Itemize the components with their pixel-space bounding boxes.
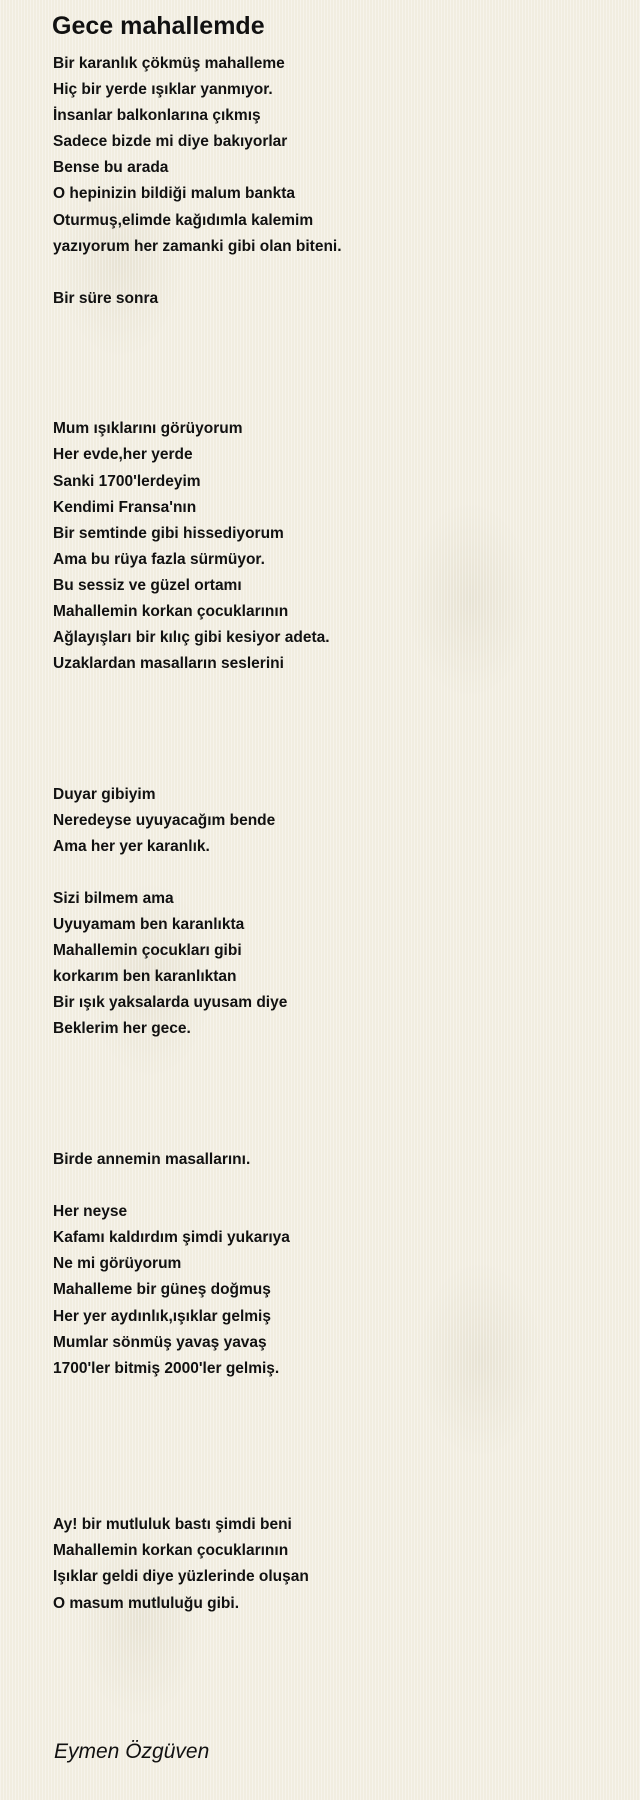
poem-blank-line [53, 260, 613, 286]
poem-line: Kafamı kaldırdım şimdi yukarıya [53, 1229, 290, 1247]
poem-blank-line [53, 703, 613, 729]
poem-line: Kendimi Fransa'nın [53, 498, 197, 516]
poem-blank-line [53, 312, 613, 338]
poem-line: Her neyse [53, 1203, 128, 1221]
poem-line: Ama bu rüya fazla sürmüyor. [53, 550, 265, 568]
poem-blank-line [53, 860, 613, 886]
poem-blank-line [53, 729, 613, 755]
poem-line: Bir semtinde gibi hissediyorum [53, 524, 284, 542]
poem-blank-line [53, 1095, 613, 1121]
poem-blank-line [53, 390, 613, 416]
poem-blank-line [53, 1460, 613, 1486]
poem-line: Birde annemin masallarını. [53, 1150, 251, 1168]
poem-line: Mahallemin korkan çocuklarının [53, 1542, 289, 1560]
poem-blank-line [53, 677, 613, 703]
poem-line: Bir süre sonra [53, 289, 159, 307]
poem-line: Beklerim her gece. [53, 1020, 191, 1038]
poem-line: Bir ışık yaksalarda uyusam diye [53, 994, 288, 1012]
poem-line: İnsanlar balkonlarına çıkmış [53, 107, 261, 125]
poem-line: Bir karanlık çökmüş mahalleme [53, 55, 285, 72]
poem-blank-line [53, 1121, 613, 1147]
poem-line: Işıklar geldi diye yüzlerinde oluşan [53, 1568, 309, 1586]
poem-line: Mum ışıklarını görüyorum [53, 420, 243, 438]
poem-line: Sadece bizde mi diye bakıyorlar [53, 133, 288, 151]
poem-line: Ağlayışları bir kılıç gibi kesiyor adeta. [53, 629, 330, 647]
poem-line: Mahallemin çocukları gibi [53, 942, 242, 960]
poem-line: Oturmuş,elimde kağıdımla kalemim [53, 211, 314, 229]
poem-line: Ne mi görüyorum [53, 1255, 182, 1273]
poem-blank-line [53, 1486, 613, 1512]
poem-author: Eymen Özgüven [54, 1740, 210, 1763]
poem-blank-line [53, 1382, 613, 1408]
poem-line: 1700'ler bitmiş 2000'ler gelmiş. [53, 1359, 280, 1377]
poem-blank-line [53, 1408, 613, 1434]
poem-line: O hepinizin bildiği malum bankta [53, 185, 295, 203]
poem-line: Bense bu arada [53, 159, 169, 177]
poem-blank-line [53, 338, 613, 364]
poem-line: yazıyorum her zamanki gibi olan biteni. [53, 237, 342, 255]
poem-line: Mahallemin korkan çocuklarının [53, 602, 289, 620]
poem-line: Duyar gibiyim [53, 785, 156, 803]
poem-title: Gece mahallemde [52, 12, 265, 40]
poem-line: Mumlar sönmüş yavaş yavaş [53, 1333, 267, 1351]
poem-blank-line [53, 1069, 613, 1095]
poem-line: O masum mutluluğu gibi. [53, 1594, 239, 1612]
poem-blank-line [53, 1173, 613, 1199]
poem-blank-line [53, 1434, 613, 1460]
poem-blank-line [53, 756, 613, 782]
poem-line: Sizi bilmem ama [53, 890, 174, 907]
poem-line: Hiç bir yerde ışıklar yanmıyor. [53, 81, 273, 99]
poem-blank-line [53, 1043, 613, 1069]
poem-line: Her evde,her yerde [53, 446, 193, 464]
poem-line: Uzaklardan masalların seslerini [53, 655, 284, 673]
poem-line: Bu sessiz ve güzel ortamı [53, 576, 242, 594]
poem-line: korkarım ben karanlıktan [53, 968, 237, 986]
poem-line: Neredeyse uyuyacağım bende [53, 811, 276, 829]
poem-blank-line [53, 364, 613, 390]
poem-line: Sanki 1700'lerdeyim [53, 472, 201, 490]
poem-body [53, 51, 613, 1617]
poem-line: Ama her yer karanlık. [53, 837, 210, 855]
poem-line: Uyuyamam ben karanlıkta [53, 916, 245, 934]
poem-line: Her yer aydınlık,ışıklar gelmiş [53, 1307, 271, 1325]
poem-line: Mahalleme bir güneş doğmuş [53, 1281, 271, 1299]
poem-line: Ay! bir mutluluk bastı şimdi beni [53, 1516, 292, 1534]
